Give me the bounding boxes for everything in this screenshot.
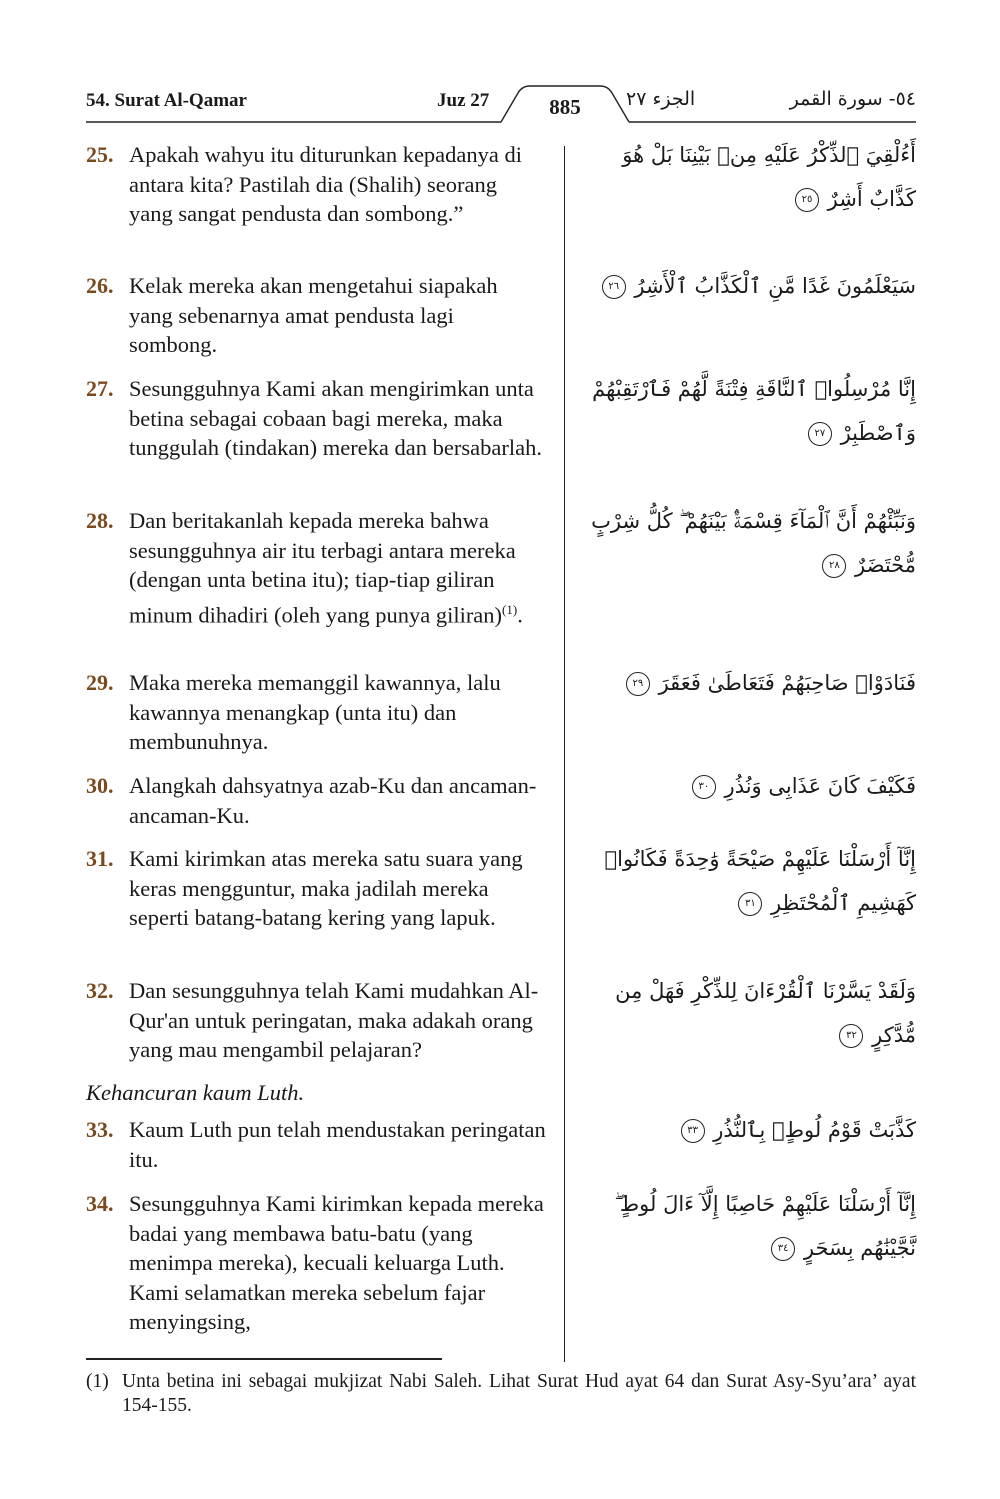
footnote: [86, 1370, 916, 1418]
verse-25-arabic: [586, 133, 916, 221]
arabic-text: فَكَيْفَ كَانَ عَذَابِى وَنُذُرِ: [724, 774, 916, 798]
verse-text: Dan sesungguhnya telah Kami mudahkan Al-Qur'an untuk peringatan, maka adakah orang yang mau mengambil pelajaran?: [129, 978, 539, 1062]
verse-number: 28.: [86, 508, 114, 533]
verse-text: Alangkah dahsyatnya azab-Ku dan ancaman-ancaman-Ku.: [129, 773, 537, 828]
verse-33-translation: [86, 1115, 546, 1174]
ayah-marker: ٣٤: [771, 1237, 795, 1261]
arabic-text: إِنَّآ أَرْسَلْنَا عَلَيْهِمْ حَاصِبًا إِلَّآ ءَالَ لُوطٍ ۖ نَّجَّيْنَٰهُم بِسَحَرٍ: [614, 1192, 916, 1260]
verse-number: 27.: [86, 376, 114, 401]
verse-31-translation: [86, 844, 546, 933]
verse-number: 33.: [86, 1117, 114, 1142]
verse-30-arabic: [586, 764, 916, 808]
verse-text: Dan beritakanlah kepada mereka bahwa sesungguhnya air itu terbagi antara mereka (dengan unta betina itu); tiap-tiap giliran minum dihadiri (oleh yang punya giliran)$^{(1)}$.: [129, 508, 523, 627]
verse-31-arabic: [586, 837, 916, 925]
arabic-text: إِنَّا مُرْسِلُوا۟ ٱلنَّاقَةِ فِتْنَةً لَّهُمْ فَٱرْتَقِبْهُمْ وَٱصْطَبِرْ: [592, 377, 916, 445]
verse-text: Apakah wahyu itu diturunkan kepadanya di antara kita? Pastilah dia (Shalih) seorang yang sangat pendusta dan sombong.”: [129, 142, 523, 226]
verse-29-arabic: [586, 661, 916, 705]
verse-number: 34.: [86, 1191, 114, 1216]
verse-27-translation: [86, 374, 546, 463]
verse-29-translation: [86, 668, 546, 757]
arabic-text: سَيَعْلَمُونَ غَدًا مَّنِ ٱلْكَذَّابُ ٱلْأَشِرُ: [634, 274, 916, 298]
ayah-marker: ٢٧: [808, 422, 832, 446]
verse-34-arabic: [586, 1182, 916, 1270]
verse-25-translation: [86, 140, 546, 229]
verse-text: Maka mereka memanggil kawannya, lalu kawannya menangkap (unta itu) dan membunuhnya.: [129, 670, 501, 754]
verse-number: 32.: [86, 978, 114, 1003]
ayah-marker: ٣٠: [692, 775, 716, 799]
arabic-text: كَذَّبَتْ قَوْمُ لُوطٍۭ بِٱلنُّذُرِ: [713, 1118, 916, 1142]
verse-28-translation: [86, 506, 546, 630]
verse-34-translation: [86, 1189, 546, 1337]
verse-text: Kelak mereka akan mengetahui siapakah yang sebenarnya amat pendusta lagi sombong.: [129, 273, 498, 357]
verse-32-translation: [86, 976, 546, 1065]
verse-30-translation: [86, 771, 546, 830]
ayah-marker: ٢٨: [822, 554, 846, 578]
verse-text: Sesungguhnya Kami kirimkan kepada mereka badai yang membawa batu-batu (yang menimpa mereka), kecuali keluarga Luth. Kami selamatkan mereka sebelum fajar menyingsing,: [129, 1191, 544, 1334]
arabic-text: وَلَقَدْ يَسَّرْنَا ٱلْقُرْءَانَ لِلذِّكْرِ فَهَلْ مِن مُّدَّكِرٍ: [615, 979, 916, 1047]
section-heading: Kehancuran kaum Luth.: [86, 1080, 305, 1105]
arabic-text: وَنَبِّئْهُمْ أَنَّ ٱلْمَآءَ قِسْمَةٌۢ بَيْنَهُمْ ۖ كُلُّ شِرْبٍ مُّحْتَضَرٌ: [591, 509, 916, 577]
column-divider: [564, 146, 565, 1362]
juz-arabic: الجزء ٢٧: [626, 88, 696, 110]
ayah-marker: ٢٦: [602, 275, 626, 299]
arabic-text: فَنَادَوْا۟ صَاحِبَهُمْ فَتَعَاطَىٰ فَعَقَرَ: [658, 671, 916, 695]
page-number: 885: [549, 95, 581, 119]
ayah-marker: ٢٩: [626, 672, 650, 696]
verse-number: 25.: [86, 142, 114, 167]
footnote-separator: [86, 1358, 442, 1360]
verse-32-arabic: [586, 969, 916, 1057]
juz-label: Juz 27: [437, 90, 490, 111]
verse-33-arabic: [586, 1108, 916, 1152]
footnote-text: Unta betina ini sebagai mukjizat Nabi Saleh. Lihat Surat Hud ayat 64 dan Surat Asy-Syu’ara’ ayat 154-155.: [122, 1371, 916, 1416]
surah-title: 54. Surat Al-Qamar: [86, 90, 247, 111]
verse-text: Sesungguhnya Kami akan mengirimkan unta betina sebagai cobaan bagi mereka, maka tunggulah (tindakan) mereka dan bersabarlah.: [129, 376, 542, 460]
page-header: [86, 78, 916, 128]
verse-text: Kaum Luth pun telah mendustakan peringatan itu.: [129, 1117, 546, 1172]
verse-number: 31.: [86, 846, 114, 871]
ayah-marker: ٢٥: [795, 188, 819, 212]
footnote-reference[interactable]: (1): [502, 601, 518, 617]
verse-number: 30.: [86, 773, 114, 798]
arabic-text: أَءُلْقِيَ ٱلذِّكْرُ عَلَيْهِ مِنۢ بَيْنِنَا بَلْ هُوَ كَذَّابٌ أَشِرٌ: [622, 143, 916, 211]
verse-28-arabic: [586, 499, 916, 587]
ayah-marker: ٣١: [738, 892, 762, 916]
surah-arabic: ٥٤- سورة القمر: [789, 88, 916, 110]
verse-26-translation: [86, 271, 546, 360]
verse-text: Kami kirimkan atas mereka satu suara yang keras mengguntur, maka jadilah mereka seperti batang-batang kering yang lapuk.: [129, 846, 523, 930]
verse-26-arabic: [586, 264, 916, 308]
verse-number: 29.: [86, 670, 114, 695]
ayah-marker: ٣٣: [681, 1119, 705, 1143]
footnote-marker: (1): [86, 1371, 109, 1392]
verse-27-arabic: [586, 367, 916, 455]
ayah-marker: ٣٢: [839, 1024, 863, 1048]
arabic-text: إِنَّآ أَرْسَلْنَا عَلَيْهِمْ صَيْحَةً وَٰحِدَةً فَكَانُوا۟ كَهَشِيمِ ٱلْمُحْتَظِرِ: [604, 847, 916, 915]
verse-number: 26.: [86, 273, 114, 298]
